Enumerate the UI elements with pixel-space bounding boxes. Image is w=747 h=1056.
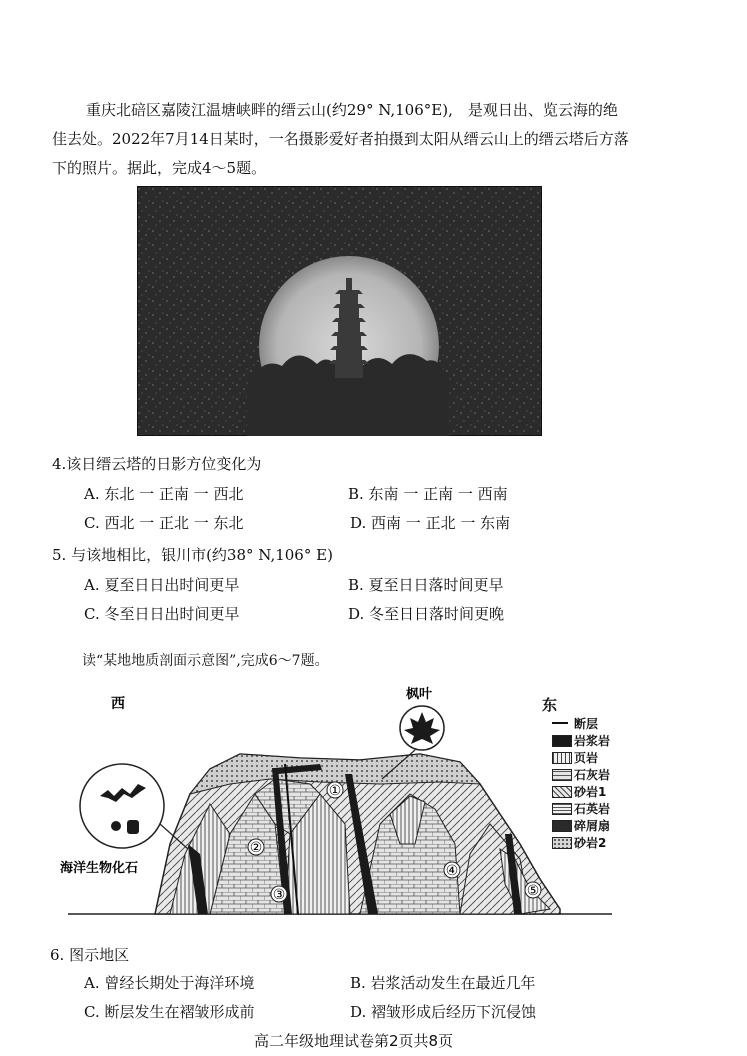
marker-1: ① xyxy=(328,783,342,799)
fossil-callout xyxy=(80,764,164,848)
intro-line-2: 佳去处。2022年7月14日某时，一名摄影爱好者拍摄到太阳从缙云山上的缙云塔后方落 xyxy=(52,130,629,148)
maple-label: 枫叶 xyxy=(406,687,433,702)
q4-option-b: B. 东南 一 正南 一 西南 xyxy=(348,485,508,503)
intro-line-3: 下的照片。据此，完成4～5题。 xyxy=(52,159,267,177)
marker-3: ③ xyxy=(272,887,286,903)
page-footer: 高二年级地理试卷第2页共8页 xyxy=(254,1032,454,1050)
q5-option-b: B. 夏至日日落时间更早 xyxy=(348,576,504,594)
q4-option-d: D. 西南 一 正北 一 东南 xyxy=(350,514,511,532)
q5-stem: 5. 与该地相比，银川市(约38° N,106° E) xyxy=(52,546,333,564)
fossil-label: 海洋生物化石 xyxy=(60,861,139,876)
marker-5: ⑤ xyxy=(526,883,540,899)
sunset-tower-photo xyxy=(137,186,542,436)
legend: 断层 岩浆岩 页岩 石灰岩 砂岩1 石英岩 碎屑扇 砂岩2 xyxy=(552,716,648,856)
q5-option-d: D. 冬至日日落时间更晚 xyxy=(348,605,505,623)
intro-line-1: 重庆北碚区嘉陵江温塘峡畔的缙云山(约29° N,106°E), 是观日出、览云海的绝 xyxy=(86,101,618,119)
q6-option-c: C. 断层发生在褶皱形成前 xyxy=(84,1003,255,1021)
geologic-section-diagram xyxy=(60,684,620,920)
q5-option-a: A. 夏至日日出时间更早 xyxy=(84,576,240,594)
q6-option-a: A. 曾经长期处于海洋环境 xyxy=(84,974,255,992)
q6-option-b: B. 岩浆活动发生在最近几年 xyxy=(350,974,536,992)
q4-stem: 4.该日缙云塔的日影方位变化为 xyxy=(52,455,262,473)
east-label: 东 xyxy=(542,696,558,714)
marker-2: ② xyxy=(249,840,263,856)
q4-option-c: C. 西北 一 正北 一 东北 xyxy=(84,514,244,532)
q5-option-c: C. 冬至日日出时间更早 xyxy=(84,605,240,623)
read-prompt: 读“某地地质剖面示意图”,完成6～7题。 xyxy=(82,653,329,669)
marker-4: ④ xyxy=(445,863,459,879)
q6-option-d: D. 褶皱形成后经历下沉侵蚀 xyxy=(350,1003,537,1021)
west-label: 西 xyxy=(111,696,125,712)
q6-stem: 6. 图示地区 xyxy=(50,946,130,964)
q4-option-a: A. 东北 一 正南 一 西北 xyxy=(84,485,244,503)
